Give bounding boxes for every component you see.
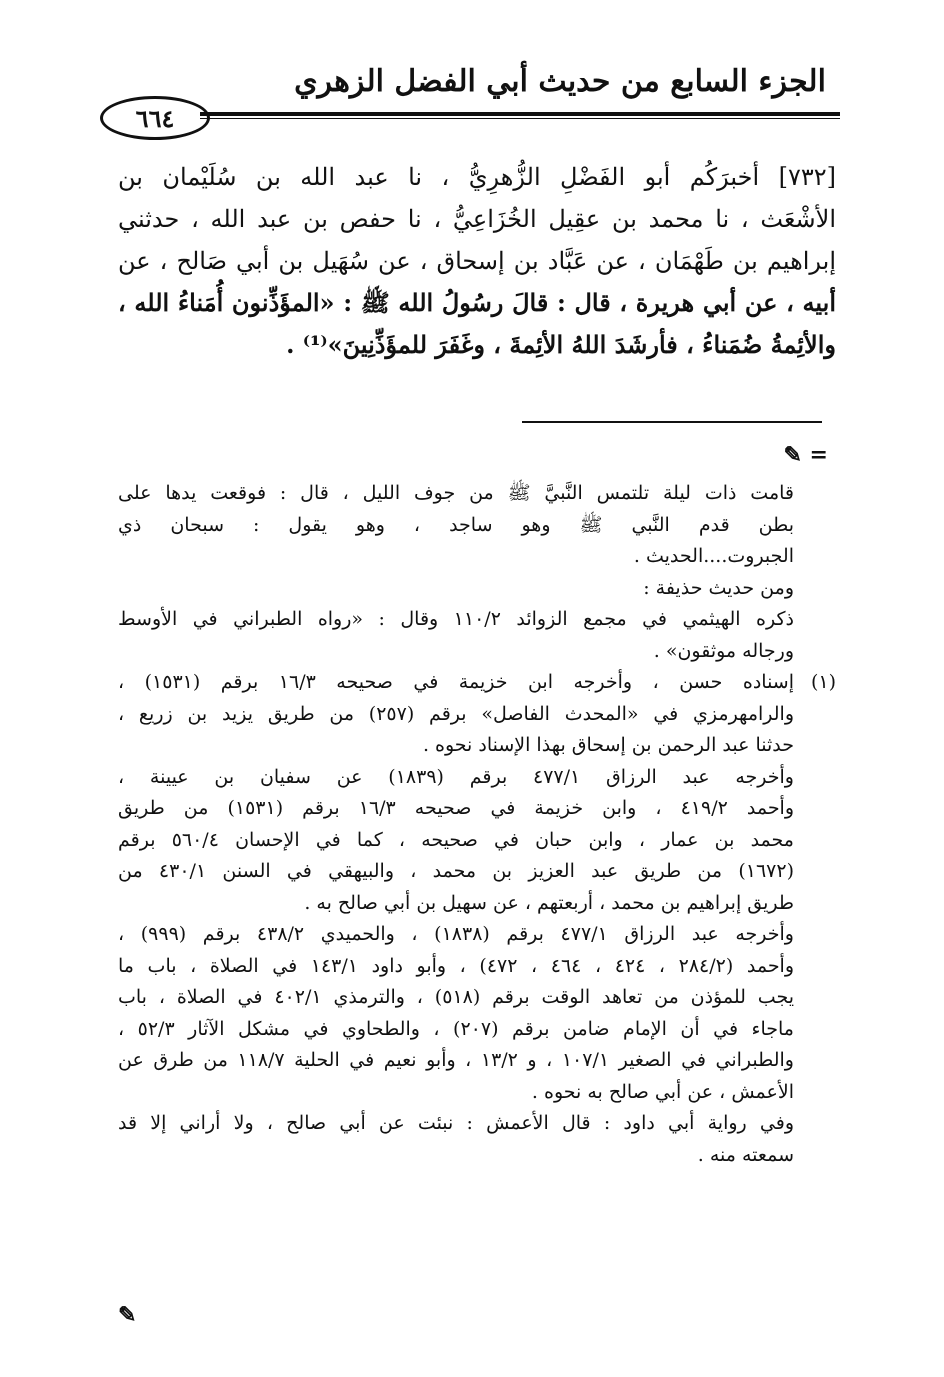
footnote-line: محمد بن عمار ، وابن حبان في صحيحه ، كما في الإحسان ٥٦٠/٤ برقم [118,828,794,851]
footnote-line: الجبروت....الحديث . [633,545,794,567]
footnote-line: بطن قدم النَّبي ﷺ وهو ساجد ، وهو يقول : سبحان ذي [118,513,794,536]
footnote-line: ذكره الهيثمي في مجمع الزوائد ١١٠/٢ وقال : «رواه الطبراني في الأوسط [118,608,794,630]
header-rule [200,112,840,119]
page-number: ٦٦٤ [135,103,175,133]
footnote-line: ماجاء في أن الإمام ضامن برقم (٢٠٧) ، والطحاوي في مشكل الآثار ٥٢/٣ ، [118,1017,794,1040]
footnote-line: حدثنا عبد الرحمن بن إسحاق بهذا الإسناد نحوه . [422,734,794,756]
hadith-line: أبيه ، عن أبي هريرة ، قال : قالَ رسُولُ الله ﷺ : «المؤَذِّنون أُمَناءُ الله ، [118,288,836,317]
footnote-line: ورجاله موثقون» . [653,639,794,662]
footnote-line: إسناده حسن ، وأخرجه ابن خزيمة في صحيحه ١٦/٣ برقم (١٥٣١) ، [118,671,795,693]
footnote-line: سمعته منه . [697,1143,794,1166]
footnote-line: وأخرجه عبد الرزاق ٤٧٧/١ برقم (١٨٣٨) ، والحميدي ٤٣٨/٢ برقم (٩٩٩) ، [118,923,794,945]
footnote-line: والطبراني في الصغير ١٠٧/١ ، و ١٣/٢ ، وأبو نعيم في الحلية ١١٨/٧ من طرق عن [118,1049,794,1071]
page-end-mark: ✎ [118,1302,137,1328]
footnote-line: يجب للمؤذن من تعاهد الوقت برقم (٥١٨) ، والترمذي ٤٠٢/١ في الصلاة ، باب [118,986,795,1008]
continuation-mark: = ✎ [783,442,828,468]
footnote-line: وأحمد ٤١٩/٢ ، وابن خزيمة في صحيحه ١٦/٣ برقم (١٥٣١) من طريق [118,797,795,819]
hadith-line: إبراهيم بن طَهْمَان ، عن عَبَّاد بن إسحاق ، عن سُهَيل بن أبي صَالح ، عن [118,247,836,275]
footnote-line: والرامهرمزي في «المحدث الفاصل» برقم (٢٥٧) من طريق يزيد بن زريع ، [118,702,795,725]
footnote-line: ومن حديث حذيفة : [643,576,794,599]
hadith-line: والأئِمةُ ضُمَناءُ ، فأرشَدَ اللهُ الأئِمةَ ، وغَفَرَ للمؤَذِّنِينَ»⁽¹⁾ . [286,330,836,359]
footnote-line: الأعمش ، عن أبي صالح به نحوه . [531,1080,794,1103]
footnote-line: (١٦٧٢) من طريق عبد العزيز بن محمد ، والبيهقي في السنن ٤٣٠/١ من [118,860,795,882]
header-title: الجزء السابع من حديث أبي الفضل الزهري [294,64,826,99]
footnote-continuation [118,478,836,667]
hadith-line: الأشْعَث ، نا محمد بن عقِيل الخُزَاعِيُّ ، نا حفص بن عبد الله ، حدثني [118,205,836,233]
hadith-line: [٧٣٢] أخبرَكُم أبو الفَضْلِ الزُّهرِيُّ ، نا عبد الله بن سُلَيْمان بن [118,163,836,191]
footnote-line: وأخرجه عبد الرزاق ٤٧٧/١ برقم (١٨٣٩) عن سفيان بن عيينة ، [118,765,794,788]
footnote-number: (١) [810,671,836,693]
footnotes [118,478,836,1171]
footnote-line: وأحمد (٢٨٤/٢ ، ٤٢٤ ، ٤٦٤ ، ٤٧٢) ، وأبو داود ١٤٣/١ في الصلاة ، باب ما [118,954,795,977]
footnote-separator [522,421,822,423]
running-header [100,58,840,133]
footnote-line: قامت ذات ليلة تلتمس النَّبيَّ ﷺ من جوف الليل ، قال : فوقعت يدها على [118,482,794,504]
hadith-text [118,156,836,366]
footnote-1 [118,667,836,1171]
page-number-badge [100,96,210,140]
footnote-line: وفي رواية أبي داود : قال الأعمش : نبئت عن أبي صالح ، ولا أراني إلا قد [118,1112,794,1134]
footnote-line: طريق إبراهيم بن محمد ، أربعتهم ، عن سهيل بن أبي صالح به . [304,891,794,914]
